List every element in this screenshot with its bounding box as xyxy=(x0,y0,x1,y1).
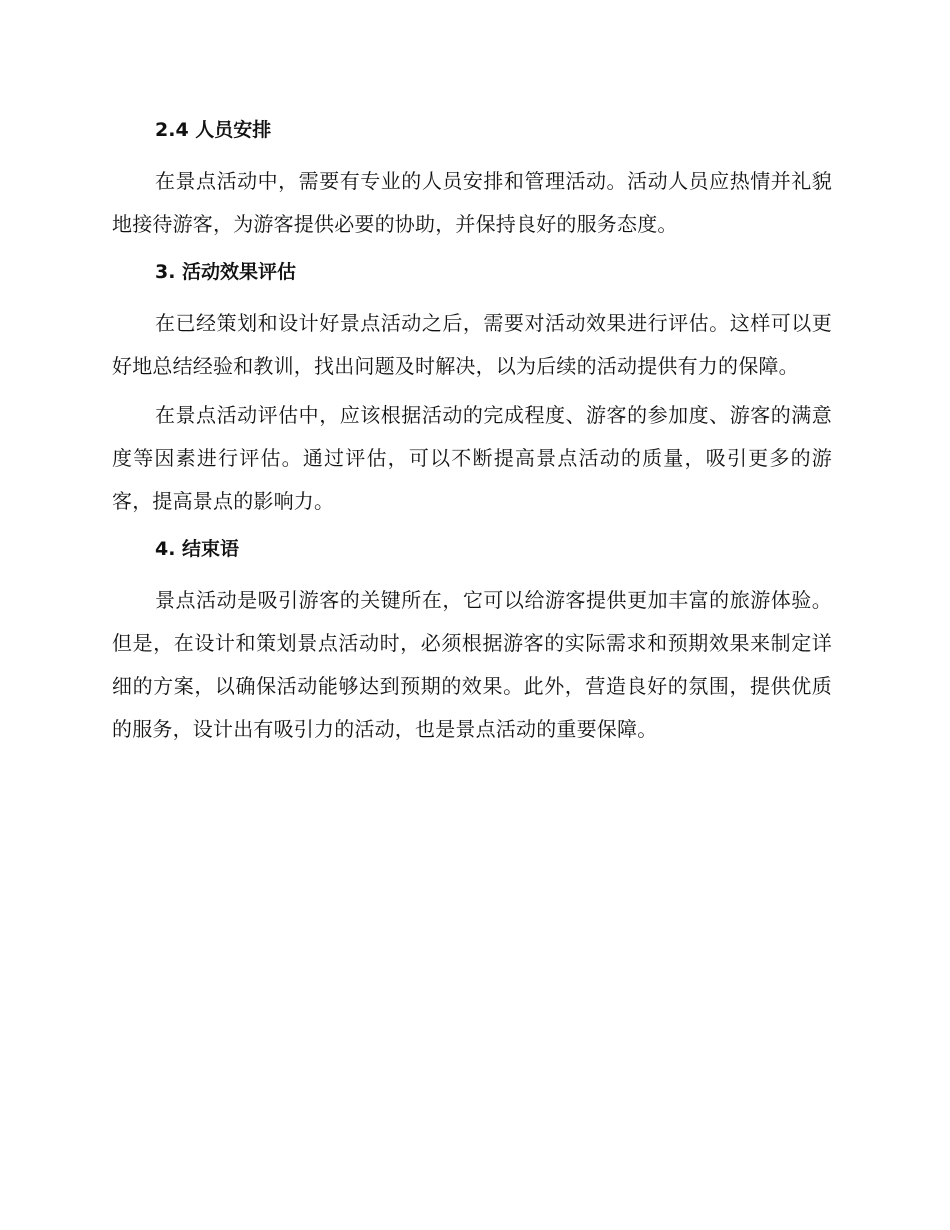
section-heading-evaluation: 3. 活动效果评估 xyxy=(155,261,297,283)
paragraph-evaluation-1: 在已经策划和设计好景点活动之后，需要对活动效果进行评估。这样可以更好地总结经验和教训，找出问题及时解决，以为后续的活动提供有力的保障。 xyxy=(112,311,832,378)
paragraph-staffing: 在景点活动中，需要有专业的人员安排和管理活动。活动人员应热情并礼貌地接待游客，为游客提供必要的协助，并保持良好的服务态度。 xyxy=(112,169,832,236)
section-heading-staffing: 2.4 人员安排 xyxy=(155,119,272,141)
section-heading-conclusion: 4. 结束语 xyxy=(155,538,240,560)
paragraph-conclusion: 景点活动是吸引游客的关键所在，它可以给游客提供更加丰富的旅游体验。但是，在设计和策划景点活动时，必须根据游客的实际需求和预期效果来制定详细的方案，以确保活动能够达到预期的效果。此外，营造良好的氛围，提供优质的服务，设计出有吸引力的活动，也是景点活动的重要保障。 xyxy=(112,588,832,741)
document-page xyxy=(112,110,832,757)
paragraph-evaluation-2: 在景点活动评估中，应该根据活动的完成程度、游客的参加度、游客的满意度等因素进行评估。通过评估，可以不断提高景点活动的质量，吸引更多的游客，提高景点的影响力。 xyxy=(112,403,832,513)
